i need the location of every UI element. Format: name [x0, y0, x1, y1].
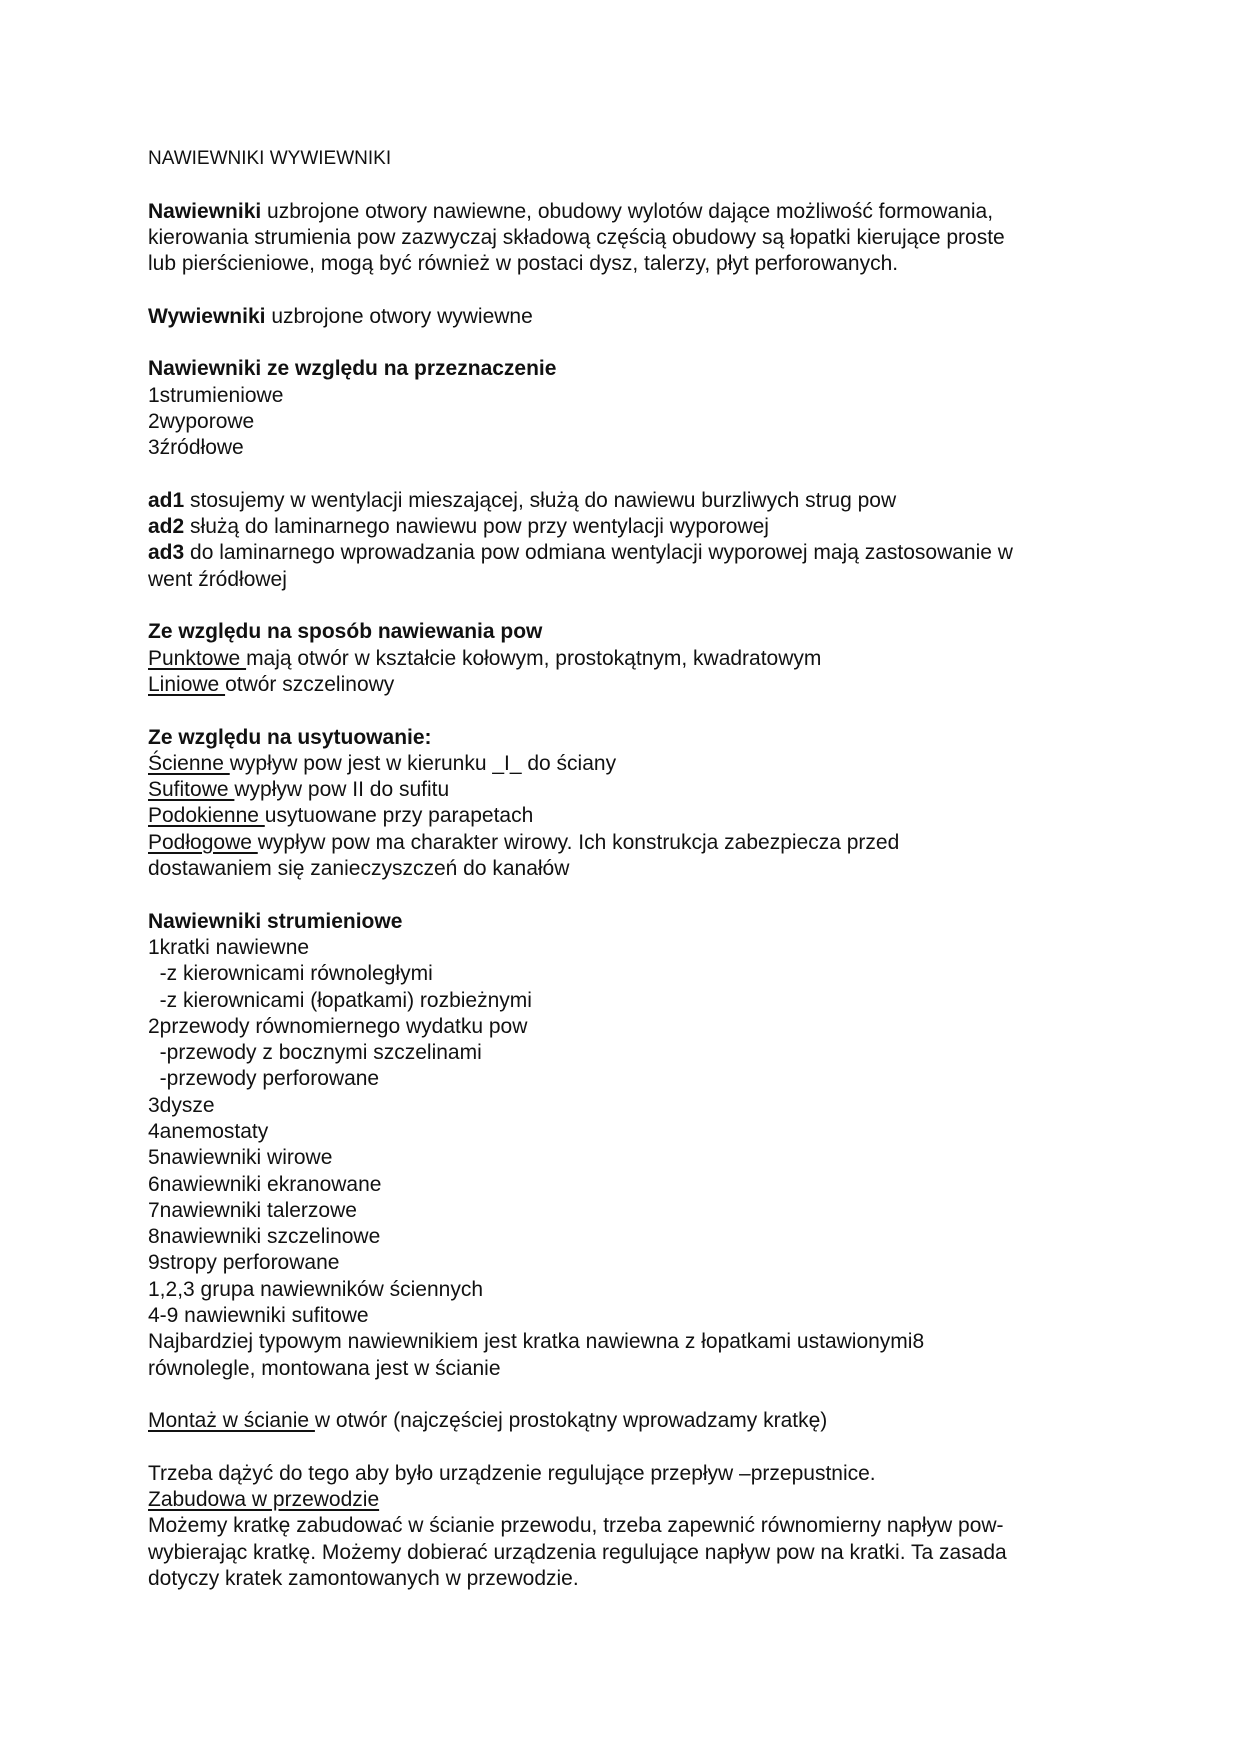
list-item: 6nawiewniki ekranowane — [148, 1172, 382, 1196]
definition-text: uzbrojone otwory nawiewne, obudowy wylotów dające możliwość formowania, — [261, 199, 994, 223]
scienne-term: Ścienne — [148, 751, 230, 775]
zabudowa-line-2: wybierając kratkę. Możemy dobierać urządzenia regulujące napływ pow na kratki. Ta zasada — [148, 1540, 1007, 1564]
list-item: 3źródłowe — [148, 436, 244, 460]
heading-text: Nawiewniki strumieniowe — [148, 909, 403, 933]
list-item: 9stropy perforowane — [148, 1251, 340, 1275]
zabudowa-line-3: dotyczy kratek zamontowanych w przewodzie. — [148, 1567, 579, 1591]
montaz-line — [148, 1408, 1108, 1434]
list-item: 3dysze — [148, 1093, 215, 1117]
definition-text: uzbrojone otwory wywiewne — [265, 304, 533, 328]
liniowe-term: Liniowe — [148, 672, 226, 696]
list-item: -przewody perforowane — [148, 1067, 380, 1091]
podokienne-line — [148, 803, 1108, 829]
list-item: -z kierownicami równoległymi — [148, 962, 433, 986]
punktowe-term: Punktowe — [148, 646, 247, 670]
ad3-continuation: went źródłowej — [148, 567, 287, 591]
list-item: 5nawiewniki wirowe — [148, 1146, 333, 1170]
heading-text: Ze względu na sposób nawiewania pow — [148, 620, 543, 644]
list-item: -z kierownicami (łopatkami) rozbieżnymi — [148, 988, 532, 1012]
montaz-text: w otwór (najczęściej prostokątny wprowadzamy kratkę) — [314, 1409, 828, 1433]
spacer — [148, 882, 1108, 908]
wywiewniki-definition — [148, 304, 1108, 330]
scienne-text: wypływ pow jest w kierunku _I_ do ściany — [229, 751, 617, 775]
list-item: 2wyporowe — [148, 409, 255, 433]
punktowe-line — [148, 646, 1108, 672]
spacer — [148, 330, 1108, 356]
liniowe-text: otwór szczelinowy — [225, 672, 395, 696]
punktowe-text: mają otwór w kształcie kołowym, prostokątnym, kwadratowym — [246, 646, 822, 670]
ad3-text: do laminarnego wprowadzania pow odmiana wentylacji wyporowej mają zastosowanie w — [184, 541, 1013, 565]
ad3-label: ad3 — [148, 541, 185, 565]
ad1-label: ad1 — [148, 488, 185, 512]
ad2-text: służą do laminarnego nawiewu pow przy wentylacji wyporowej — [184, 515, 769, 539]
spacer — [148, 277, 1108, 303]
przepustnice-line: Trzeba dążyć do tego aby było urządzenie regulujące przepływ –przepustnice. — [148, 1461, 876, 1485]
liniowe-line — [148, 672, 1108, 698]
spacer — [148, 172, 1108, 198]
list-item: 2przewody równomiernego wydatku pow — [148, 1014, 528, 1038]
list-item: 1kratki nawiewne — [148, 935, 310, 959]
zabudowa-heading — [148, 1487, 1108, 1513]
heading-text: Nawiewniki ze względu na przeznaczenie — [148, 357, 557, 381]
ad3-line — [148, 540, 1108, 566]
list-item: 1strumieniowe — [148, 383, 284, 407]
document-title: NAWIEWNIKI WYWIEWNIKI — [148, 148, 392, 169]
ad2-label: ad2 — [148, 515, 185, 539]
spacer — [148, 698, 1108, 724]
spacer — [148, 462, 1108, 488]
podokienne-term: Podokienne — [148, 804, 265, 828]
spacer — [148, 1435, 1108, 1461]
heading-text: Ze względu na usytuowanie: — [148, 725, 432, 749]
list-item: Najbardziej typowym nawiewnikiem jest kratka nawiewna z łopatkami ustawionymi8 — [148, 1330, 925, 1354]
sufitowe-text: wypływ pow II do sufitu — [234, 778, 450, 802]
section-heading-usytuowanie — [148, 725, 1108, 751]
zabudowa-line-1: Możemy kratkę zabudować w ścianie przewodu, trzeba zapewnić równomierny napływ pow- — [148, 1514, 1004, 1538]
sufitowe-term: Sufitowe — [148, 778, 235, 802]
ad2-line — [148, 514, 1108, 540]
ad1-line — [148, 488, 1108, 514]
podlogowe-text: wypływ pow ma charakter wirowy. Ich konstrukcja zabezpiecza przed — [257, 830, 900, 854]
podlogowe-term: Podłogowe — [148, 830, 258, 854]
section-heading-strumieniowe — [148, 909, 1108, 935]
scienne-line — [148, 751, 1108, 777]
document-page — [148, 146, 1108, 1592]
strumieniowe-list — [148, 935, 1108, 1382]
zabudowa-term: Zabudowa w przewodzie — [148, 1488, 380, 1512]
list-item: -przewody z bocznymi szczelinami — [148, 1041, 482, 1065]
section-heading-przeznaczenie — [148, 356, 1108, 382]
nawiewniki-definition-line-1 — [148, 199, 1108, 225]
spacer — [148, 1382, 1108, 1408]
wywiewniki-term: Wywiewniki — [148, 304, 266, 328]
nawiewniki-definition-line-3: lub pierścieniowe, mogą być również w postaci dysz, talerzy, płyt perforowanych. — [148, 252, 899, 276]
montaz-term: Montaż w ścianie — [148, 1409, 315, 1433]
sufitowe-line — [148, 777, 1108, 803]
list-item: 4-9 nawiewniki sufitowe — [148, 1304, 369, 1328]
ad1-text: stosujemy w wentylacji mieszającej, służą do nawiewu burzliwych strug pow — [184, 488, 897, 512]
list-item: 7nawiewniki talerzowe — [148, 1198, 357, 1222]
nawiewniki-term: Nawiewniki — [148, 199, 262, 223]
podokienne-text: usytuowane przy parapetach — [264, 804, 534, 828]
list-item: 8nawiewniki szczelinowe — [148, 1225, 381, 1249]
section-heading-sposob — [148, 619, 1108, 645]
podlogowe-line — [148, 830, 1108, 856]
spacer — [148, 593, 1108, 619]
list-item: równolegle, montowana jest w ścianie — [148, 1356, 501, 1380]
podlogowe-continuation: dostawaniem się zanieczyszczeń do kanałów — [148, 857, 570, 881]
list-item: 4anemostaty — [148, 1119, 269, 1143]
list-item: 1,2,3 grupa nawiewników ściennych — [148, 1277, 484, 1301]
nawiewniki-definition-line-2: kierowania strumienia pow zazwyczaj składową częścią obudowy są łopatki kierujące proste — [148, 225, 1005, 249]
